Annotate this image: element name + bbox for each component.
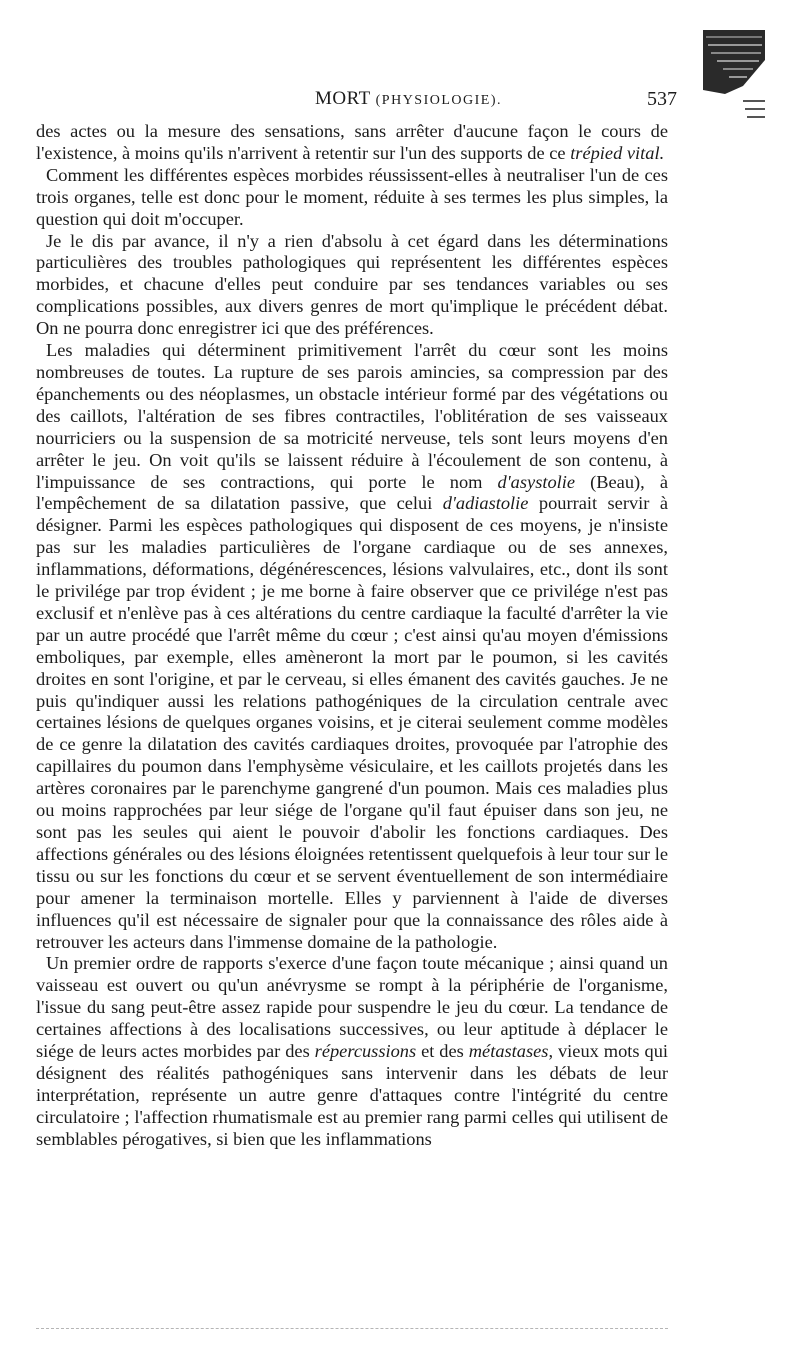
running-title xyxy=(140,86,677,114)
text-run: pourrait servir à désigner. Parmi les espèces pathologiques qui disposent de ces moyens, je n'insiste pas sur les maladies particulières de l'organe cardiaque ou de ses annexes, inflammations, déformations, dégénérescences, lésions valvulaires, etc., dont ils sont le privilége par trop évident ; je me borne à faire observer que ce privilége n'est pas exclusif et n'enlève pas à ces altérations du centre cardiaque la faculté d'arrêter la vie par un autre procédé que l'arrêt même du cœur ; c'est ainsi qu'au moyen d'émissions emboliques, par exemple, elles amèneront la mort par le poumon, si les cavités droites en sont l'origine, et par le cerveau, si elles émanent des cavités gauches. Je ne puis qu'indiquer aussi les relations pathogéniques de la circulation centrale avec certaines lésions de quelques organes voisins, et je citerai seulement comme modèles de ce genre la dilatation des cavités cardiaques droites, provoquée par l'atrophie des capillaires du poumon dans l'emphysème vésiculaire, et les caillots projetés dans les artères coronaires par le parenchyme gangrené d'un poumon. Mais ces maladies plus ou moins rapprochées par leur siége de l'organe qu'il faut épuiser dans son jeu, ne sont pas les seules qui aient le pouvoir d'abolir les fonctions cardiaques. Des affections générales ou des lésions éloignées retentissent quelquefois à leur tour sur le tissu ou sur les fonctions du cœur et se servent éventuellement de son intermédiaire pour amener la terminaison mortelle. Elles y parviennent à l'aide de diverses influences qu'il est nécessaire de signaler pour que la connaissance des rôles aide à retrouver les acteurs dans l'immense domaine de la pathologie. xyxy=(36,493,668,952)
paragraph xyxy=(36,165,668,231)
paragraph xyxy=(36,121,668,165)
italic-text-run: d'adiastolie xyxy=(442,493,529,514)
italic-text-run: d'asystolie xyxy=(497,471,576,492)
italic-text-run: répercussions xyxy=(314,1041,417,1062)
running-title-subtitle: (PHYSIOLOGIE). xyxy=(375,93,503,108)
text-run: , vieux mots qui désignent des réalités pathogéniques sans intervenir dans les débats de leur interprétation, représente un autre genre d'attaques contre l'intégrité du centre circulatoire ; l'affection rhumatismale est au premier rang parmi celles qui utilisent de semblables pérogatives, si bien que les inflammations xyxy=(36,1041,668,1149)
italic-text-run: trépied vital. xyxy=(570,142,665,163)
running-title-main: MORT xyxy=(314,88,371,109)
text-run: Comment les différentes espèces morbides réussissent-elles à neutraliser l'un de ces trois organes, telle est donc pour le moment, réduite à ses termes les plus simples, la question qui doit m'occuper. xyxy=(36,164,668,229)
page-number: 537 xyxy=(647,88,677,110)
paragraph xyxy=(36,953,668,1150)
paragraph xyxy=(36,231,668,341)
paragraph xyxy=(36,340,668,953)
text-run: et des xyxy=(416,1041,469,1062)
text-run: Les maladies qui déterminent primitivement l'arrêt du cœur sont les moins nombreuses de toutes. La rupture de ses parois amincies, sa compression par des épanchements ou des néoplasmes, un obstacle intérieur formé par des végétations ou des caillots, l'altération de ses fibres contractiles, l'oblitération de ses vaisseaux nourriciers ou la suspension de sa motricité nerveuse, tels sont leurs moyens d'en arrêter le jeu. On voit qu'ils se laissent réduire à l'écoulement de son contenu, à l'impuissance de ses contractions, qui porte le nom xyxy=(36,340,668,492)
text-run: (Beau), à l'empêchement de sa dilatation passive, que celui xyxy=(36,471,669,514)
footer-rule xyxy=(36,1328,668,1329)
body-text xyxy=(36,121,668,1151)
text-run: Je le dis par avance, il n'y a rien d'absolu à cet égard dans les déterminations particulières des troubles pathologiques qui représentent les différentes espèces morbides, et chacune d'elles peut conduire par ses tendances variables ou ses complications possibles, aux divers genres de mort qu'implique le précédent débat. On ne pourra donc enregistrer ici que des préférences. xyxy=(36,230,668,339)
text-run: Un premier ordre de rapports s'exerce d'une façon toute mécanique ; ainsi quand un vaisseau est ouvert ou qu'un anévrysme se rompt à la périphérie de l'organisme, l'issue du sang peut-être assez rapide pour suspendre le jeu du cœur. La tendance de certaines affections à des localisations successives, ou leur aptitude à déplacer le siége de leurs actes morbides par des xyxy=(36,953,668,1062)
library-stamp-icon xyxy=(703,30,765,125)
text-run: des actes ou la mesure des sensations, sans arrêter d'aucune façon le cours de l'existence, à moins qu'ils n'arrivent à retentir sur l'un des supports de ce xyxy=(36,121,668,163)
italic-text-run: métastases xyxy=(468,1041,549,1062)
running-header xyxy=(140,86,677,112)
